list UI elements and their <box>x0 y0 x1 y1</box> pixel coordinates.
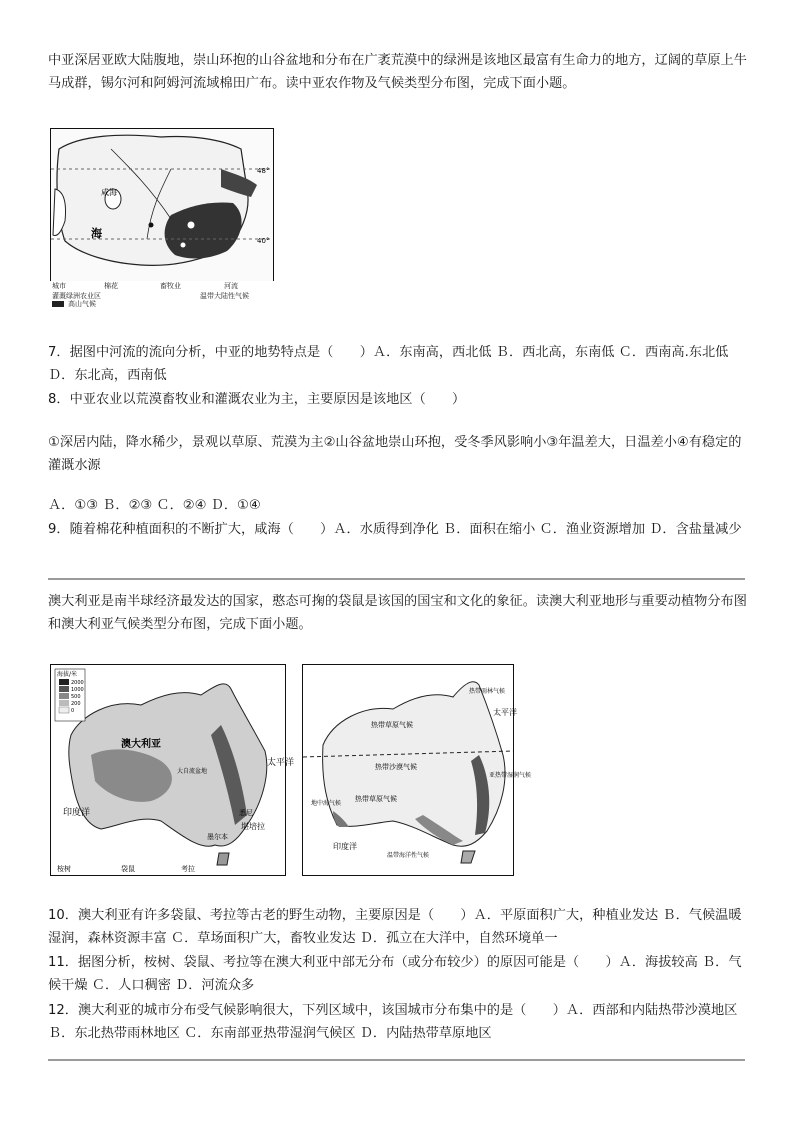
section-divider <box>48 578 745 580</box>
central-asia-map-figure <box>51 129 273 281</box>
map2-pacific: 太平洋 <box>267 758 295 768</box>
map3-pacific: 太平洋 <box>493 708 517 717</box>
map2-key-koala: 考拉 <box>181 865 195 873</box>
map2-basin: 大自流盆地 <box>177 768 208 775</box>
map2-level-2: 500 <box>71 694 81 700</box>
australia-climate-map <box>302 664 532 876</box>
map2-level-3: 200 <box>71 701 81 707</box>
map2-level-4: 0 <box>71 708 75 714</box>
map1-aral-label: 咸海 <box>101 188 117 197</box>
section-divider-bottom <box>48 1059 745 1061</box>
australia-terrain-map <box>50 664 295 876</box>
map1-lat-top: 48° <box>257 167 270 175</box>
question-11: 11．据图分析，桉树、袋鼠、考拉等在澳大利亚中部无分布（或分布较少）的原因可能是（ ）Ａ．海拔较高 Ｂ．气候干燥 Ｃ．人口稠密 Ｄ．河流众多 <box>48 955 742 993</box>
map3-rainforest: 热带雨林气候 <box>469 688 506 695</box>
question-10: 10．澳大利亚有许多袋鼠、考拉等古老的野生动物，主要原因是（ ）Ａ．平原面积广大，种植业发达 Ｂ．气候温暖湿润，森林资源丰富 Ｃ．草场面积广大，畜牧业发达 Ｄ．孤立在大洋中，自然环境单一 <box>48 908 742 946</box>
map2-level-1: 1000 <box>71 687 84 693</box>
map3-savanna-south: 热带草原气候 <box>355 795 397 803</box>
legend-cotton: 棉花 <box>104 282 118 290</box>
map2-key-kangaroo: 袋鼠 <box>121 865 135 873</box>
map2-sydney: 悉尼 <box>239 809 253 817</box>
legend-mountain-swatch <box>52 301 64 307</box>
question-8: 8．中亚农业以荒漠畜牧业和灌溉农业为主，主要原因是该地区（ ） <box>48 392 466 407</box>
map2-legend-title: 海拔/米 <box>57 671 78 678</box>
map3-mediterranean: 地中海气候 <box>311 800 342 807</box>
central-asia-legend <box>50 280 272 310</box>
legend-temperate: 温带大陆性气候 <box>200 292 249 300</box>
map3-oceanic: 温带海洋性气候 <box>387 852 430 859</box>
map2-level-0: 2000 <box>71 680 84 686</box>
map2-canberra: 堪培拉 <box>241 822 265 831</box>
question-12: 12．澳大利亚的城市分布受气候影响很大，下列区域中，该国城市分布集中的是（ ）Ａ．西部和内陆热带沙漠地区 Ｂ．东北热带雨林地区 Ｃ．东南部亚热带湿润气候区 Ｄ．内陆热带草原地区 <box>48 1003 738 1041</box>
map3-humid: 亚热带湿润气候 <box>489 772 532 779</box>
map2-melbourne: 墨尔本 <box>207 833 228 841</box>
map1-lat-bottom: 40° <box>257 237 270 245</box>
question-8-statements: ①深居内陆，降水稀少，景观以草原、荒漠为主②山谷盆地崇山环抱，受冬季风影响小③年温差大，日温差小④有稳定的灌溉水源 <box>48 435 742 473</box>
question-8-choices: Ａ．①③ Ｂ．②③ Ｃ．②④ Ｄ．①④ <box>48 498 261 513</box>
legend-river: 河流 <box>224 282 238 290</box>
intro-australia: 澳大利亚是南半球经济最发达的国家，憨态可掬的袋鼠是该国的国宝和文化的象征。读澳大利亚地形与重要动植物分布图和澳大利亚气候类型分布图，完成下面小题。 <box>48 594 747 632</box>
map3-indian: 印度洋 <box>333 842 357 851</box>
legend-mountain: 高山气候 <box>68 300 96 308</box>
australia-climate-figure <box>303 665 532 875</box>
question-9: 9．随着棉花种植面积的不断扩大，咸海（ ）Ａ．水质得到净化 Ｂ．面积在缩小 Ｃ．渔业资源增加 Ｄ．含盐量减少 <box>48 522 742 537</box>
intro-central-asia: 中亚深居亚欧大陆腹地，崇山环抱的山谷盆地和分布在广袤荒漠中的绿洲是该地区最富有生命力的地方，辽阔的草原上牛马成群，锡尔河和阿姆河流域棉田广布。读中亚农作物及气候类型分布图，完成下面小题。 <box>48 53 747 91</box>
map2-key-eucalyptus: 桉树 <box>57 865 71 873</box>
legend-city: 城市 <box>52 282 66 290</box>
australia-terrain-figure <box>51 665 295 875</box>
map2-indian: 印度洋 <box>63 808 91 818</box>
map1-sea-label: 海 <box>91 227 102 240</box>
legend-pasture: 畜牧业 <box>160 282 181 290</box>
central-asia-map <box>50 128 274 281</box>
map3-savanna-north: 热带草原气候 <box>371 721 413 729</box>
map2-country: 澳大利亚 <box>121 739 161 750</box>
legend-oasis: 灌溉绿洲农业区 <box>52 292 101 300</box>
map3-desert: 热带沙漠气候 <box>375 763 417 771</box>
question-7: 7．据图中河流的流向分析，中亚的地势特点是（ ）Ａ．东南高，西北低 Ｂ．西北高，东南低 Ｃ．西南高.东北低 Ｄ．东北高，西南低 <box>48 345 729 383</box>
